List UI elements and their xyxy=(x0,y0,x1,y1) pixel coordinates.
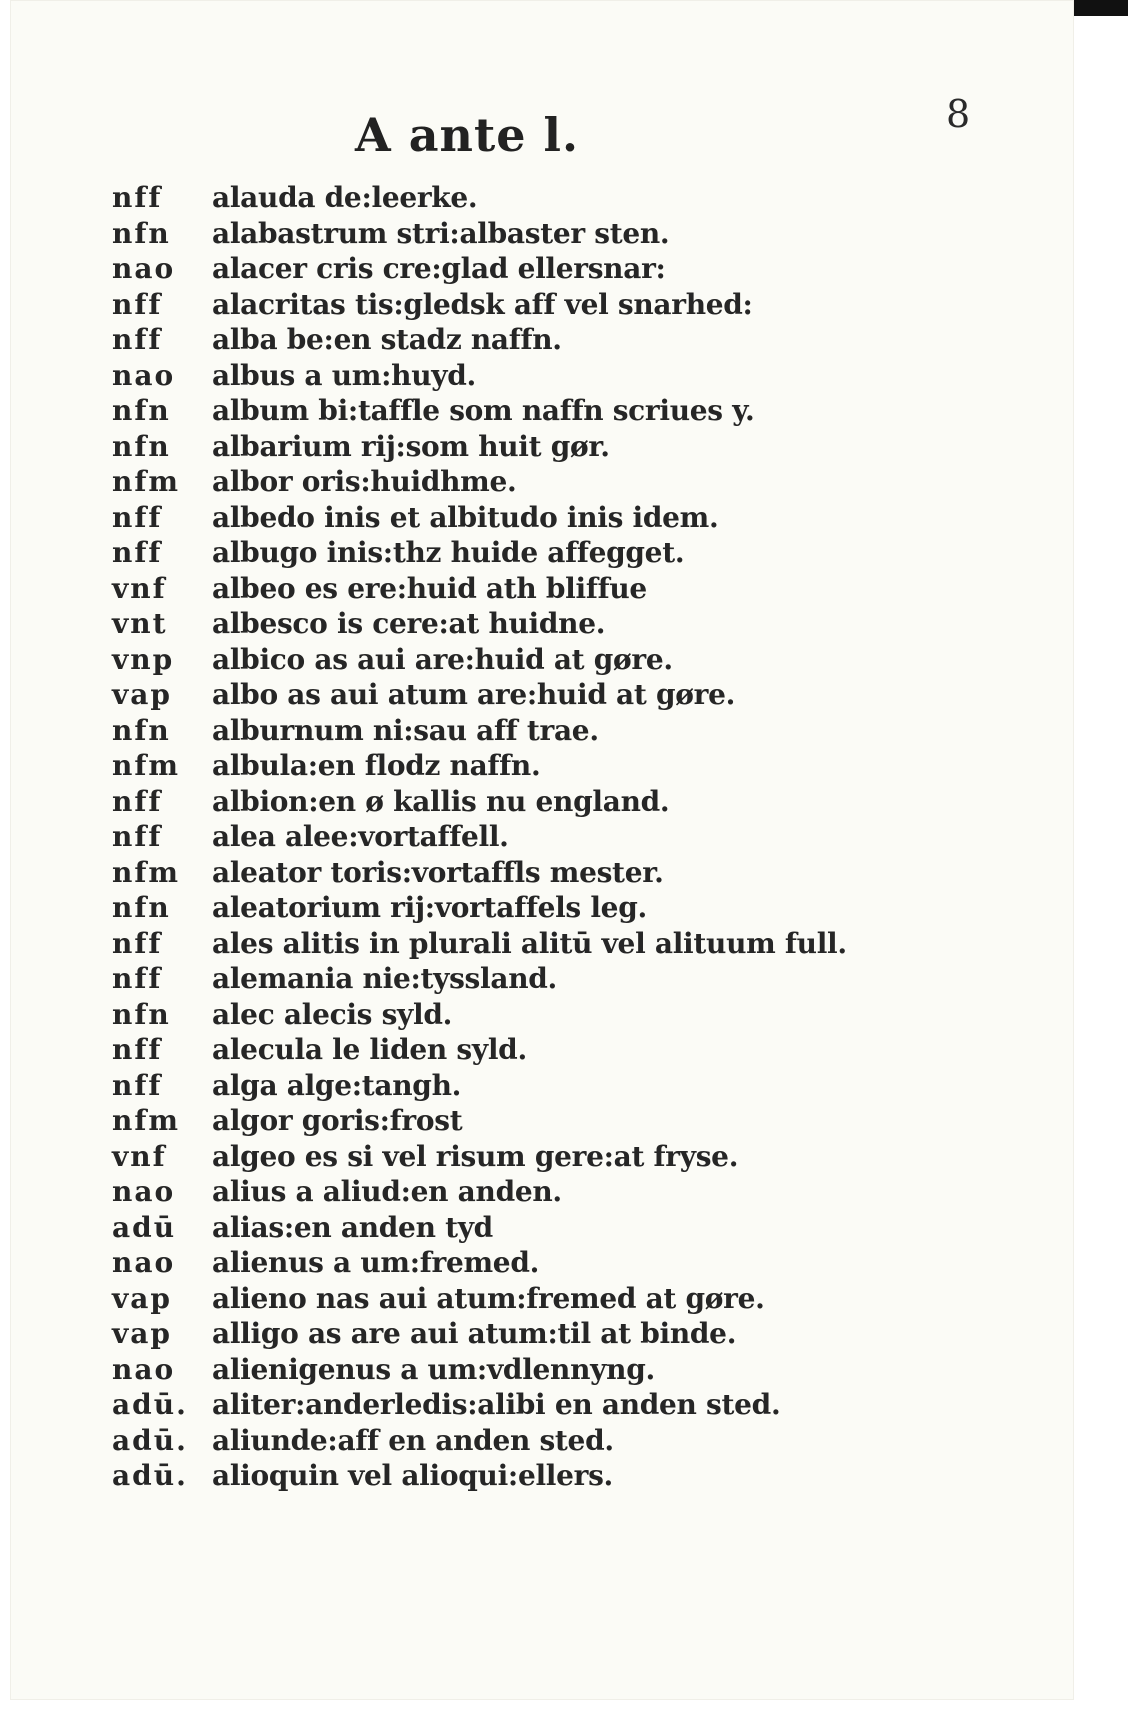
entry-grammar-code: vap xyxy=(112,1317,172,1350)
entry-grammar-code: nff xyxy=(112,536,163,569)
entry-grammar-code: nao xyxy=(112,252,176,285)
entry-definition: alecula le liden syld. xyxy=(212,1033,527,1066)
dictionary-entry xyxy=(112,819,1012,855)
dictionary-entry xyxy=(112,429,1012,465)
entry-grammar-code: nfn xyxy=(112,891,171,924)
entry-grammar-code: nao xyxy=(112,1352,176,1386)
entry-definition: alemania nie:tyssland. xyxy=(212,962,557,995)
entry-definition: alabastrum stri:albaster sten. xyxy=(212,216,670,250)
dictionary-entry xyxy=(112,1103,1012,1139)
entry-definition: alias:en anden tyd xyxy=(212,1210,493,1244)
entry-grammar-code: vnf xyxy=(112,571,167,605)
entry-grammar-code: vap xyxy=(112,1281,172,1315)
entry-definition: alburnum ni:sau aff trae. xyxy=(212,713,599,747)
entry-grammar-code: nff xyxy=(112,784,163,818)
entry-definition: aliunde:aff en anden sted. xyxy=(212,1423,614,1457)
dictionary-entry xyxy=(112,180,1012,216)
entry-definition: algeo es si vel risum gere:at fryse. xyxy=(212,1139,739,1173)
entry-definition: alienigenus a um:vdlennyng. xyxy=(212,1352,655,1386)
entry-definition: albugo inis:thz huide affegget. xyxy=(212,536,685,569)
entry-definition: alga alge:tangh. xyxy=(212,1068,462,1102)
dictionary-entry-list xyxy=(112,180,1012,1494)
dictionary-entry xyxy=(112,358,1012,394)
entry-grammar-code: nff xyxy=(112,1068,163,1102)
dictionary-entry xyxy=(112,748,1012,784)
entry-grammar-code: nfn xyxy=(112,216,171,250)
dictionary-entry xyxy=(112,1210,1012,1246)
dictionary-entry xyxy=(112,961,1012,997)
entry-definition: alea alee:vortaffell. xyxy=(212,820,509,853)
dictionary-entry xyxy=(112,1458,1012,1494)
entry-grammar-code: nfn xyxy=(112,997,171,1031)
entry-definition: albesco is cere:at huidne. xyxy=(212,607,606,640)
dictionary-entry xyxy=(112,1068,1012,1104)
entry-definition: albion:en ø kallis nu england. xyxy=(212,784,670,818)
dictionary-entry xyxy=(112,535,1012,571)
scan-edge-bar xyxy=(1074,0,1128,16)
entry-grammar-code: vnp xyxy=(112,642,175,676)
dictionary-entry xyxy=(112,606,1012,642)
dictionary-entry xyxy=(112,571,1012,607)
dictionary-entry xyxy=(112,1387,1012,1423)
entry-grammar-code: nfm xyxy=(112,749,181,782)
dictionary-entry xyxy=(112,1281,1012,1317)
dictionary-entry xyxy=(112,642,1012,678)
entry-grammar-code: nfm xyxy=(112,1104,181,1137)
entry-grammar-code: adū. xyxy=(112,1459,188,1492)
entry-definition: albeo es ere:huid ath bliffue xyxy=(212,571,647,605)
entry-definition: alacritas tis:gledsk aff vel snarhed: xyxy=(212,287,753,321)
entry-grammar-code: nff xyxy=(112,287,163,321)
entry-definition: albus a um:huyd. xyxy=(212,358,476,392)
dictionary-entry xyxy=(112,784,1012,820)
dictionary-entry xyxy=(112,251,1012,287)
dictionary-entry xyxy=(112,500,1012,536)
entry-grammar-code: adū. xyxy=(112,1388,188,1421)
scan-margin-right xyxy=(1074,0,1128,1718)
dictionary-entry xyxy=(112,1423,1012,1459)
entry-grammar-code: nao xyxy=(112,1246,176,1279)
entry-definition: algor goris:frost xyxy=(212,1104,463,1137)
entry-grammar-code: adū xyxy=(112,1210,177,1244)
dictionary-entry xyxy=(112,216,1012,252)
entry-grammar-code: nff xyxy=(112,323,163,356)
dictionary-entry xyxy=(112,393,1012,429)
entry-definition: albula:en flodz naffn. xyxy=(212,749,541,782)
entry-definition: aleator toris:vortaffls mester. xyxy=(212,855,664,889)
entry-grammar-code: nff xyxy=(112,962,163,995)
dictionary-entry xyxy=(112,997,1012,1033)
entry-grammar-code: nff xyxy=(112,181,163,214)
entry-grammar-code: nao xyxy=(112,1175,176,1208)
entry-definition: alioquin vel alioqui:ellers. xyxy=(212,1459,614,1492)
entry-grammar-code: nff xyxy=(112,926,163,960)
entry-grammar-code: nao xyxy=(112,358,176,392)
entry-definition: alligo as are aui atum:til at binde. xyxy=(212,1317,737,1350)
entry-definition: alius a aliud:en anden. xyxy=(212,1175,562,1208)
entry-definition: aleatorium rij:vortaffels leg. xyxy=(212,891,647,924)
dictionary-entry xyxy=(112,1316,1012,1352)
dictionary-entry xyxy=(112,890,1012,926)
entry-grammar-code: nfn xyxy=(112,713,171,747)
scan-margin-bottom xyxy=(0,1700,1128,1718)
entry-grammar-code: adū. xyxy=(112,1423,188,1457)
entry-grammar-code: nfm xyxy=(112,465,181,498)
dictionary-entry xyxy=(112,677,1012,713)
dictionary-entry xyxy=(112,926,1012,962)
entry-grammar-code: nfm xyxy=(112,855,181,889)
entry-definition: alec alecis syld. xyxy=(212,997,453,1031)
entry-definition: ales alitis in plurali alitū vel alituum full. xyxy=(212,926,847,960)
entry-definition: albo as aui atum are:huid at gøre. xyxy=(212,678,736,711)
running-head: A ante l. xyxy=(355,108,579,162)
dictionary-entry xyxy=(112,1139,1012,1175)
entry-definition: alienus a um:fremed. xyxy=(212,1246,540,1279)
page-number: 8 xyxy=(946,92,971,136)
entry-grammar-code: nfn xyxy=(112,394,171,427)
dictionary-entry xyxy=(112,287,1012,323)
dictionary-entry xyxy=(112,855,1012,891)
entry-definition: alauda de:leerke. xyxy=(212,181,478,214)
entry-definition: alacer cris cre:glad ellersnar: xyxy=(212,252,666,285)
entry-definition: albedo inis et albitudo inis idem. xyxy=(212,500,719,534)
entry-definition: alba be:en stadz naffn. xyxy=(212,323,562,356)
entry-grammar-code: vap xyxy=(112,678,172,711)
dictionary-entry xyxy=(112,464,1012,500)
entry-definition: albor oris:huidhme. xyxy=(212,465,517,498)
dictionary-entry xyxy=(112,1032,1012,1068)
entry-grammar-code: vnf xyxy=(112,1139,167,1173)
entry-definition: alieno nas aui atum:fremed at gøre. xyxy=(212,1281,765,1315)
dictionary-entry xyxy=(112,322,1012,358)
dictionary-entry xyxy=(112,1352,1012,1388)
entry-definition: albico as aui are:huid at gøre. xyxy=(212,642,673,676)
dictionary-entry xyxy=(112,1174,1012,1210)
entry-grammar-code: nff xyxy=(112,820,163,853)
entry-grammar-code: nfn xyxy=(112,429,171,463)
dictionary-entry xyxy=(112,1245,1012,1281)
entry-definition: aliter:anderledis:alibi en anden sted. xyxy=(212,1388,781,1421)
entry-grammar-code: vnt xyxy=(112,607,168,640)
entry-definition: album bi:taffle som naffn scriues y. xyxy=(212,394,755,427)
entry-grammar-code: nff xyxy=(112,1033,163,1066)
dictionary-entry xyxy=(112,713,1012,749)
entry-grammar-code: nff xyxy=(112,500,163,534)
entry-definition: albarium rij:som huit gør. xyxy=(212,429,610,463)
